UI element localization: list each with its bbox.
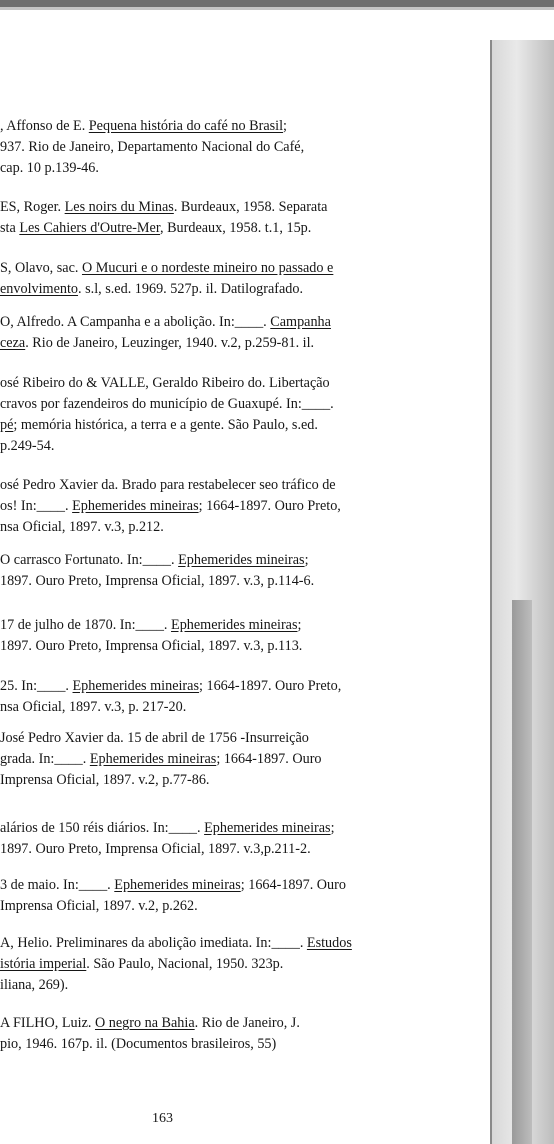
entry-line bbox=[0, 137, 472, 158]
entry-line bbox=[0, 1034, 472, 1055]
bibliography-entry bbox=[0, 258, 472, 300]
bibliography-entry bbox=[0, 676, 472, 718]
page-edge-dark-strip bbox=[512, 600, 532, 1144]
entry-text: ; bbox=[297, 617, 302, 633]
entry-line bbox=[0, 116, 472, 137]
underlined-title: O negro na Bahia bbox=[94, 1015, 195, 1031]
bibliography-entry bbox=[0, 116, 472, 179]
entry-text: . Rio de Janeiro, Leuzinger, 1940. v.2, p.259-81. il. bbox=[25, 335, 315, 351]
entry-text: ; memória histórica, a terra e a gente. São Paulo, s.ed. bbox=[13, 417, 318, 433]
entry-line bbox=[0, 636, 472, 657]
underlined-title: Ephemerides mineiras bbox=[89, 751, 217, 767]
entry-text: sta bbox=[0, 220, 20, 236]
underlined-title: Ephemerides mineiras bbox=[204, 820, 331, 836]
underlined-title: O Mucuri e o nordeste mineiro no passado e bbox=[81, 260, 334, 276]
entry-text: 1897. Ouro Preto, Imprensa Oficial, 1897. v.3,p.211-2. bbox=[0, 841, 311, 857]
entry-text: Imprensa Oficial, 1897. v.2, p.262. bbox=[0, 898, 198, 914]
bibliography-entry bbox=[0, 875, 472, 917]
entry-text: 1897. Ouro Preto, Imprensa Oficial, 1897. v.3, p.113. bbox=[0, 638, 303, 654]
entry-line bbox=[0, 218, 472, 239]
entry-line bbox=[0, 818, 472, 839]
entry-line bbox=[0, 839, 472, 860]
entry-text: . São Paulo, Nacional, 1950. 323p. bbox=[86, 956, 284, 972]
entry-text: os! In:____. bbox=[0, 498, 73, 514]
entry-text: . Rio de Janeiro, J. bbox=[194, 1015, 300, 1031]
entry-text: A FILHO, Luiz. bbox=[0, 1015, 95, 1031]
entry-line bbox=[0, 415, 472, 436]
entry-text: ; bbox=[304, 552, 309, 568]
entry-line bbox=[0, 312, 472, 333]
entry-text: iliana, 269). bbox=[0, 977, 69, 993]
entry-line bbox=[0, 1013, 472, 1034]
entry-line bbox=[0, 571, 472, 592]
bibliography-entry bbox=[0, 615, 472, 657]
entry-text: 1897. Ouro Preto, Imprensa Oficial, 1897. v.3, p.114-6. bbox=[0, 573, 315, 589]
entry-text: alários de 150 réis diários. In:____. bbox=[0, 820, 205, 836]
entry-text: grada. In:____. bbox=[0, 751, 90, 767]
entry-line bbox=[0, 875, 472, 896]
entry-line bbox=[0, 333, 472, 354]
entry-text: ; 1664-1897. Ouro bbox=[240, 877, 346, 893]
bibliography-entry bbox=[0, 818, 472, 860]
underlined-title: envolvimento bbox=[0, 281, 79, 297]
entry-text: ; bbox=[330, 820, 335, 836]
entry-line bbox=[0, 697, 472, 718]
bibliography-entry bbox=[0, 933, 472, 996]
entry-line bbox=[0, 475, 472, 496]
entry-text: 937. Rio de Janeiro, Departamento Nacional do Café, bbox=[0, 139, 305, 155]
entry-text: pio, 1946. 167p. il. (Documentos brasileiros, 55) bbox=[0, 1036, 277, 1052]
bibliography-entry bbox=[0, 373, 472, 457]
entry-line bbox=[0, 496, 472, 517]
entry-line bbox=[0, 954, 472, 975]
bibliography-entry bbox=[0, 312, 472, 354]
underlined-title: Pequena história do café no Brasil bbox=[88, 118, 284, 134]
entry-text: ; 1664-1897. Ouro bbox=[216, 751, 322, 767]
entry-line bbox=[0, 394, 472, 415]
entry-text: osé Pedro Xavier da. Brado para restabelecer seo tráfico de bbox=[0, 477, 336, 493]
scan-top-border bbox=[0, 0, 554, 7]
bibliography-entry bbox=[0, 1013, 472, 1055]
entry-text: nsa Oficial, 1897. v.3, p. 217-20. bbox=[0, 699, 187, 715]
underlined-title: Ephemerides mineiras bbox=[114, 877, 241, 893]
entry-text: osé Ribeiro do & VALLE, Geraldo Ribeiro do. Libertação bbox=[0, 375, 330, 391]
underlined-title: Ephemerides mineiras bbox=[178, 552, 305, 568]
entry-line bbox=[0, 896, 472, 917]
entry-text: nsa Oficial, 1897. v.3, p.212. bbox=[0, 519, 164, 535]
entry-text: A, Helio. Preliminares da abolição imediata. In:____. bbox=[0, 935, 307, 951]
entry-text: cap. 10 p.139-46. bbox=[0, 160, 99, 176]
entry-text: 17 de julho de 1870. In:____. bbox=[0, 617, 172, 633]
entry-line bbox=[0, 615, 472, 636]
entry-line bbox=[0, 933, 472, 954]
bibliography-entry bbox=[0, 728, 472, 791]
entry-line bbox=[0, 975, 472, 996]
entry-text: Imprensa Oficial, 1897. v.2, p.77-86. bbox=[0, 772, 210, 788]
underlined-title: istória imperial bbox=[0, 956, 87, 972]
entry-text: , Affonso de E. bbox=[0, 118, 89, 134]
entry-text: S, Olavo, sac. bbox=[0, 260, 82, 276]
entry-text: O carrasco Fortunato. In:____. bbox=[0, 552, 179, 568]
entry-line bbox=[0, 436, 472, 457]
bibliography-entry bbox=[0, 475, 472, 538]
underlined-title: Ephemerides mineiras bbox=[72, 498, 199, 514]
entry-line bbox=[0, 676, 472, 697]
entry-text: cravos por fazendeiros do município de Guaxupé. In:____. bbox=[0, 396, 334, 412]
entry-line bbox=[0, 517, 472, 538]
entry-text: O, Alfredo. A Campanha e a abolição. In:____. bbox=[0, 314, 271, 330]
entry-text: ; 1664-1897. Ouro Preto, bbox=[198, 678, 342, 694]
entry-line bbox=[0, 158, 472, 179]
entry-text: ; bbox=[283, 118, 287, 134]
entry-text: 25. In:____. bbox=[0, 678, 73, 694]
page-number: 163 bbox=[152, 1111, 173, 1126]
underlined-title: Les Cahiers d'Outre-Mer bbox=[19, 220, 160, 236]
entry-line bbox=[0, 550, 472, 571]
underlined-title: Les noirs du Minas bbox=[64, 199, 174, 215]
underlined-title: ceza bbox=[0, 335, 26, 351]
entry-line bbox=[0, 749, 472, 770]
entry-line bbox=[0, 770, 472, 791]
underlined-title: Ephemerides mineiras bbox=[171, 617, 298, 633]
entry-text: José Pedro Xavier da. 15 de abril de 1756 -Insurreição bbox=[0, 730, 309, 746]
entry-line bbox=[0, 258, 472, 279]
entry-line bbox=[0, 279, 472, 300]
bibliography-entry bbox=[0, 197, 472, 239]
entry-text: 3 de maio. In:____. bbox=[0, 877, 115, 893]
underlined-title: Campanha bbox=[270, 314, 331, 330]
bibliography-entry bbox=[0, 550, 472, 592]
entry-line bbox=[0, 373, 472, 394]
entry-text: . s.l, s.ed. 1969. 527p. il. Datilografado. bbox=[78, 281, 304, 297]
entry-line bbox=[0, 728, 472, 749]
entry-text: ES, Roger. bbox=[0, 199, 65, 215]
entry-text: p.249-54. bbox=[0, 438, 55, 454]
scan-top-border-light bbox=[0, 7, 554, 10]
entry-text: , Burdeaux, 1958. t.1, 15p. bbox=[159, 220, 312, 236]
entry-text: . Burdeaux, 1958. Separata bbox=[173, 199, 328, 215]
underlined-title: pé bbox=[0, 417, 14, 433]
underlined-title: Estudos bbox=[306, 935, 352, 951]
underlined-title: Ephemerides mineiras bbox=[72, 678, 199, 694]
entry-text: ; 1664-1897. Ouro Preto, bbox=[198, 498, 341, 514]
entry-line bbox=[0, 197, 472, 218]
